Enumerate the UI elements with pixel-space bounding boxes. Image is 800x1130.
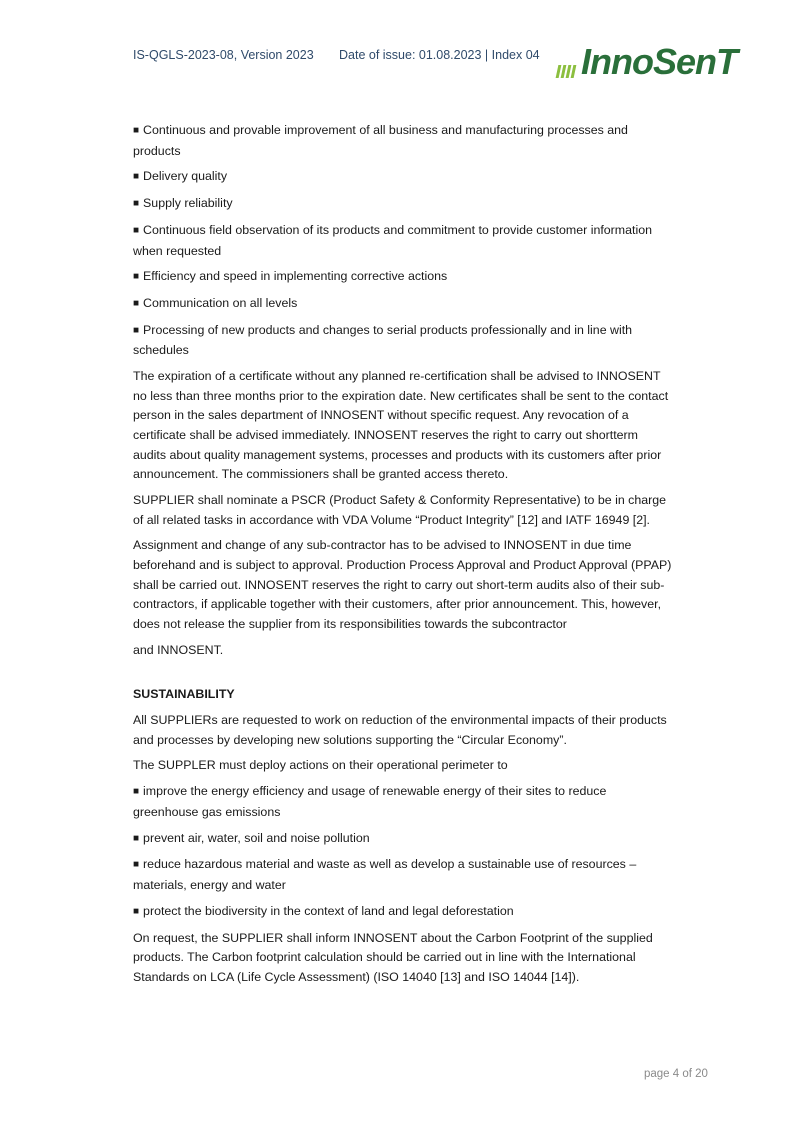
page-content bbox=[133, 121, 673, 994]
list-item: ■ reduce hazardous material and waste as well as develop a sustainable use of resources – materials, energy and water bbox=[133, 855, 673, 895]
list-item: ■ protect the biodiversity in the context of land and legal deforestation bbox=[133, 902, 673, 923]
section-spacer bbox=[133, 666, 673, 685]
issue-date: Date of issue: 01.08.2023 | Index 04 bbox=[339, 48, 540, 62]
paragraph-pscr: SUPPLIER shall nominate a PSCR (Product Safety & Conformity Representative) to be in charge of all related tasks in accordance with VDA Volume “Product Integrity” [12] and IATF 16949 [2]. bbox=[133, 493, 667, 527]
paragraph-subcontractor: Assignment and change of any sub-contractor has to be advised to INNOSENT in due time beforehand and is subject to approval. Production Process Approval and Product Approval (PPAP) shall be carried out. INNOSENT reserves the right to carry out short-term audits also of their sub-contractors, if applicable together with their customers, after prior announcement. This, however, does not release the supplier from its responsibilities towards the subcontractor bbox=[133, 538, 672, 631]
logo-wordmark: InnoSenT bbox=[581, 41, 737, 82]
page-number: page 4 of 20 bbox=[644, 1068, 708, 1080]
list-item: ■ Continuous and provable improvement of all business and manufacturing processes and products bbox=[133, 121, 673, 161]
list-item: ■ Communication on all levels bbox=[133, 294, 673, 315]
list-item: ■ Efficiency and speed in implementing corrective actions bbox=[133, 267, 673, 288]
list-item: ■ prevent air, water, soil and noise pollution bbox=[133, 829, 673, 850]
paragraph-carbon-footprint: On request, the SUPPLIER shall inform INNOSENT about the Carbon Footprint of the supplied products. The Carbon footprint calculation should be carried out in line with the International Standards on LCA (Life Cycle Assessment) (ISO 14040 [13] and ISO 14044 [14]). bbox=[133, 930, 653, 984]
page-header bbox=[0, 41, 800, 96]
section-heading: SUSTAINABILITY bbox=[133, 687, 235, 702]
paragraph-certificate-expiration: The expiration of a certificate without any planned re-certification shall be advised to INNOSENT no less than three months prior to the expiration date. New certificates shall be sent to the contact person in the sales department of INNOSENT without specific request. Any revocation of a certificate shall be advised immediately. INNOSENT reserves the right to carry out shortterm audits about quality management systems, processes and products with its customers after prior announcement. The commissioners shall be granted access thereto. bbox=[133, 369, 669, 482]
innosent-logo bbox=[557, 41, 737, 88]
list-item: ■ Processing of new products and changes to serial products professionally and in line with schedules bbox=[133, 321, 673, 361]
list-item: ■ Delivery quality bbox=[133, 167, 673, 188]
paragraph-sustainability-intro: All SUPPLIERs are requested to work on reduction of the environmental impacts of their products and processes by developing new solutions supporting the “Circular Economy”. bbox=[133, 713, 667, 747]
document-id: IS-QGLS-2023-08, Version 2023 bbox=[133, 48, 314, 62]
list-item: ■ improve the energy efficiency and usage of renewable energy of their sites to reduce greenhouse gas emissions bbox=[133, 782, 673, 822]
list-item: ■ Continuous field observation of its products and commitment to provide customer information when requested bbox=[133, 221, 673, 261]
paragraph-subcontractor-end: and INNOSENT. bbox=[133, 642, 224, 657]
logo-bars-icon bbox=[557, 65, 575, 78]
list-item: ■ Supply reliability bbox=[133, 194, 673, 215]
paragraph-sustainability-lead: The SUPPLER must deploy actions on their operational perimeter to bbox=[133, 758, 508, 773]
